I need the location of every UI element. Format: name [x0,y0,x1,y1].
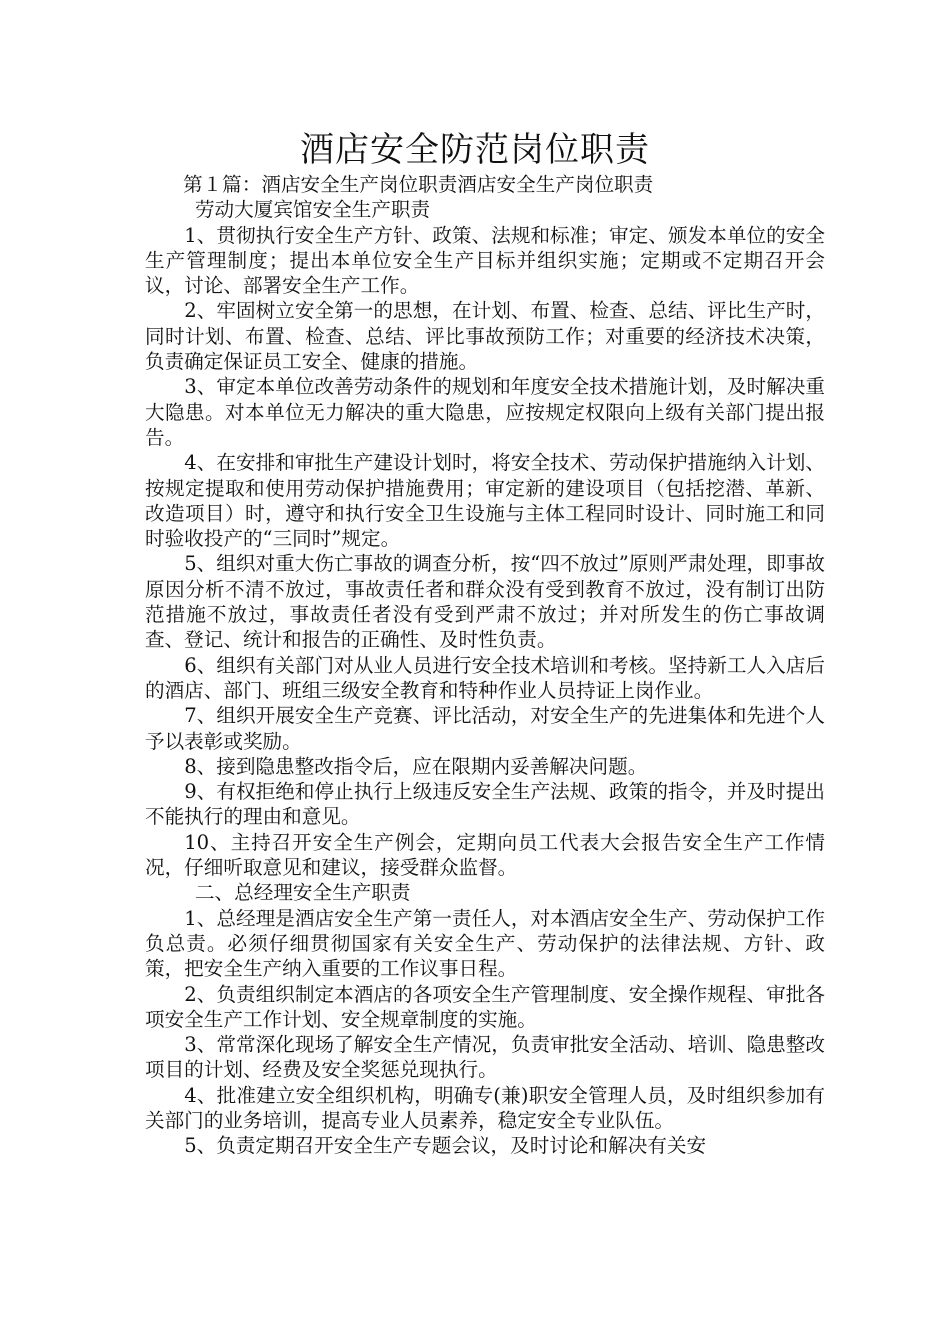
paragraph: 10、主持召开安全生产例会，定期向员工代表大会报告安全生产工作情况，仔细听取意见和建议，接受群众监督。 [145,830,825,880]
article-subtitle: 第１篇：酒店安全生产岗位职责酒店安全生产岗位职责 [183,173,654,196]
paragraph: 1、贯彻执行安全生产方针、政策、法规和标准；审定、颁发本单位的安全生产管理制度；提出本单位安全生产目标并组织实施；定期或不定期召开会议，讨论、部署安全生产工作。 [145,223,825,298]
paragraph: 3、常常深化现场了解安全生产情况，负责审批安全活动、培训、隐患整改项目的计划、经费及安全奖惩兑现执行。 [145,1033,825,1082]
section-heading-1: 劳动大厦宾馆安全生产职责 [194,198,431,222]
document-body [145,172,825,1159]
paragraph: 5、组织对重大伤亡事故的调查分析，按“四不放过”原则严肃处理，即事故原因分析不清不放过，事故责任者和群众没有受到教育不放过，没有制订出防范措施不放过，事故责任者没有受到严肃不放过；并对所发生的伤亡事故调查、登记、统计和报告的正确性、及时性负责。 [145,552,825,652]
paragraph: 4、在安排和审批生产建设计划时，将安全技术、劳动保护措施纳入计划、按规定提取和使用劳动保护措施费用；审定新的建设项目（包括挖潜、革新、改造项目）时，遵守和执行安全卫生设施与主体工程同时设计、同时施工和同时验收投产的“三同时”规定。 [145,451,825,551]
paragraph: 8、接到隐患整改指令后，应在限期内妥善解决问题。 [184,754,648,778]
paragraph: 7、组织开展安全生产竞赛、评比活动，对安全生产的先进集体和先进个人予以表彰或奖励。 [145,704,825,753]
paragraph: 6、组织有关部门对从业人员进行安全技术培训和考核。坚持新工人入店后的酒店、部门、班组三级安全教育和特种作业人员持证上岗作业。 [145,653,825,702]
paragraph: 5、负责定期召开安全生产专题会议，及时讨论和解决有关安 [184,1134,707,1158]
paragraph: 3、审定本单位改善劳动条件的规划和年度安全技术措施计划，及时解决重大隐患。对本单位无力解决的重大隐患，应按规定权限向上级有关部门提出报告。 [145,375,825,449]
section-heading-2: 二、总经理安全生产职责 [194,881,411,905]
paragraph: 2、负责组织制定本酒店的各项安全生产管理制度、安全操作规程、审批各项安全生产工作计划、安全规章制度的实施。 [145,982,825,1031]
paragraph: 9、有权拒绝和停止执行上级违反安全生产法规、政策的指令，并及时提出不能执行的理由和意见。 [145,780,825,829]
paragraph: 2、牢固树立安全第一的思想，在计划、布置、检查、总结、评比生产时，同时计划、布置、检查、总结、评比事故预防工作；对重要的经济技术决策，负责确定保证员工安全、健康的措施。 [145,299,825,374]
paragraph: 1、总经理是酒店安全生产第一责任人，对本酒店安全生产、劳动保护工作负总责。必须仔细贯彻国家有关安全生产、劳动保护的法律法规、方针、政策，把安全生产纳入重要的工作议事日程。 [145,906,825,981]
paragraph: 4、批准建立安全组织机构，明确专(兼)职安全管理人员，及时组织参加有关部门的业务培训，提高专业人员素养，稳定安全专业队伍。 [145,1083,825,1132]
document-title: 酒店安全防范岗位职责 [300,130,650,170]
